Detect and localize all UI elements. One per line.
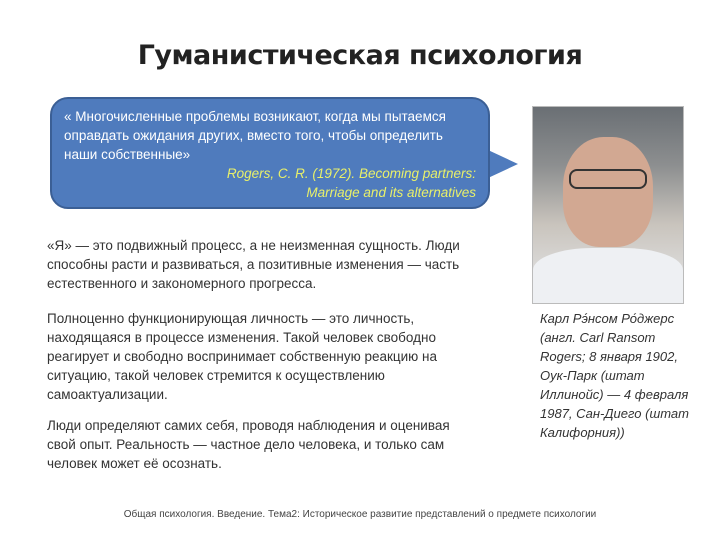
portrait-caption: Карл Рэ́нсом Ро́джерс (англ. Carl Ransom Rogers; 8 января 1902, Оук-Парк (штат Иллинойс) — 4 февраля 1987, Сан-Диего (штат Калифорния)) — [540, 311, 689, 440]
portrait-face — [563, 137, 653, 247]
paragraph-3: Люди определяют самих себя, проводя наблюдения и оценивая свой опыт. Реальность — частное дело человека, и только сам человек может её осознать. — [47, 418, 450, 471]
slide-title: Гуманистическая психология — [137, 40, 583, 71]
quote-citation-2: Marriage and its alternatives — [306, 185, 476, 200]
callout-tail — [488, 150, 518, 178]
quote-callout — [50, 97, 490, 209]
quote-citation-1: Rogers, C. R. (1972). Becoming partners: — [226, 166, 476, 181]
paragraph-2: Полноценно функционирующая личность — это личность, находящаяся в процессе изменения. Такой человек свободно реагирует и свободно воспринимает собственную реакцию на ситуацию, такой человек стремится к осуществлению самоактуализации. — [47, 311, 437, 402]
quote-text: « Многочисленные проблемы возникают, когда мы пытаемся оправдать ожидания других, вместо того, чтобы определить наши собственные» — [64, 109, 446, 162]
portrait-photo — [532, 106, 684, 304]
slide-footer: Общая психология. Введение. Тема2: Историческое развитие представлений о предмете психологии — [123, 509, 597, 520]
paragraph-1: «Я» — это подвижный процесс, а не неизменная сущность. Люди способны расти и развиваться, а позитивные изменения — часть естественного и закономерного прогресса. — [47, 238, 460, 291]
portrait-glasses — [569, 169, 647, 189]
portrait-shirt — [533, 248, 683, 303]
